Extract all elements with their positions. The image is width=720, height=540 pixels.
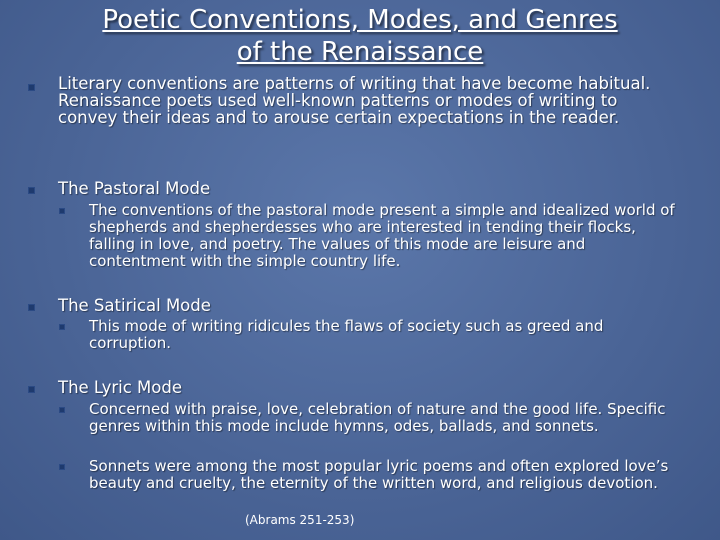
square-bullet-icon: [28, 187, 35, 194]
bullet-heading: The Lyric Mode: [58, 378, 183, 397]
bullet-heading: The Pastoral Mode: [58, 179, 211, 198]
square-bullet-icon: [59, 324, 65, 330]
sub-bullet-text: The conventions of the pastoral mode present a simple and idealized world of shepherds and shepherdesses who are interested in tending their flocks, falling in love, and poetry. The values of this mode are leisure and contentment with the simple country life.: [89, 201, 675, 270]
sub-bullet-text: Sonnets were among the most popular lyric poems and often explored love’s beauty and cruelty, the eternity of the written word, and religious devotion.: [89, 457, 669, 492]
sub-bullet-text: Concerned with praise, love, celebration of nature and the good life. Specific genres within this mode include hymns, odes, ballads, and sonnets.: [89, 400, 666, 435]
bullet-text: Literary conventions are patterns of writing that have become habitual. Renaissance poets used well-known patterns or modes of writing to convey their ideas and to arouse certain expectations in the reader.: [58, 74, 651, 127]
slide-title: [40, 4, 680, 68]
slide-title-line-2: of the Renaissance: [236, 37, 484, 67]
citation: (Abrams 251-253): [245, 513, 355, 527]
bullet-heading: The Satirical Mode: [58, 296, 211, 315]
square-bullet-icon: [59, 464, 65, 470]
sub-bullet-text: This mode of writing ridicules the flaws of society such as greed and corruption.: [89, 317, 604, 352]
slide-title-line-1: Poetic Conventions, Modes, and Genres: [102, 5, 618, 35]
square-bullet-icon: [28, 304, 35, 311]
square-bullet-icon: [59, 208, 65, 214]
square-bullet-icon: [28, 386, 35, 393]
square-bullet-icon: [28, 84, 35, 91]
square-bullet-icon: [59, 407, 65, 413]
